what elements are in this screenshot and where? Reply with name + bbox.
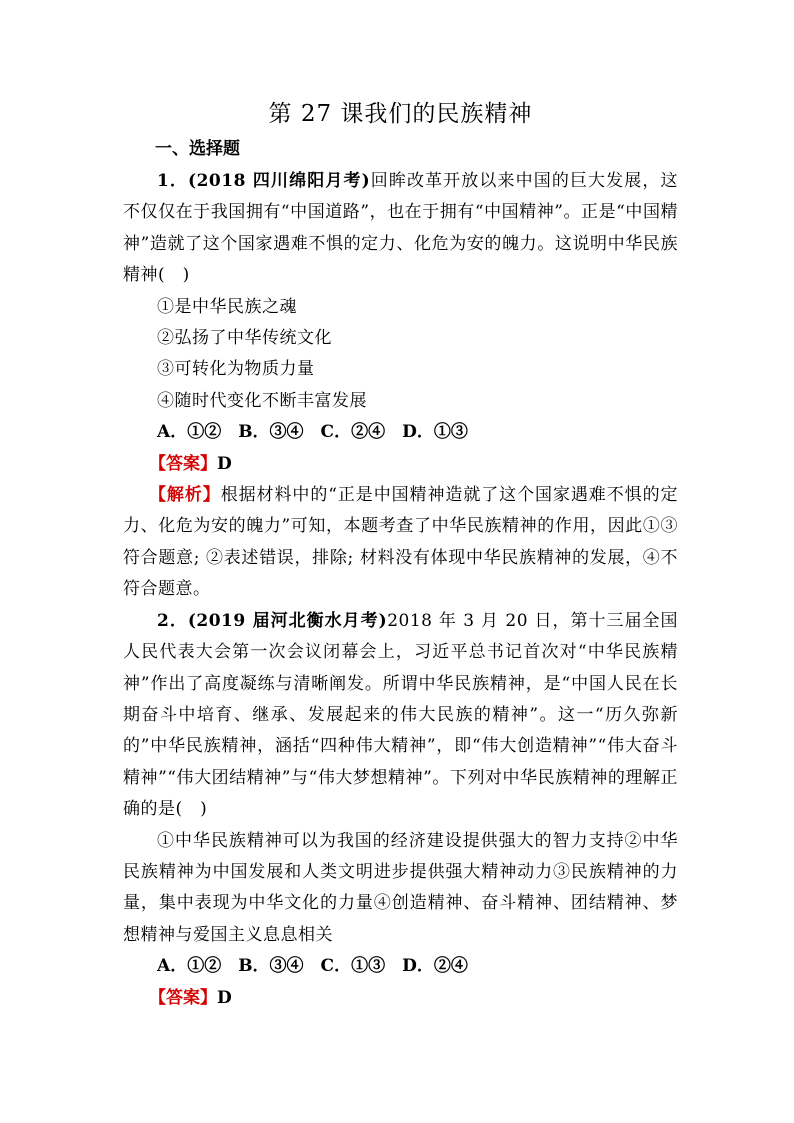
document-page xyxy=(123,98,678,1014)
question-1-number: 1． xyxy=(157,171,189,191)
question-2-source: (2019 届河北衡水月考) xyxy=(187,610,388,631)
question-2-number: 2． xyxy=(157,610,188,631)
answer-value: D xyxy=(217,987,232,1008)
question-1 xyxy=(123,166,678,606)
question-1-option-3: ③可转化为物质力量 xyxy=(157,359,315,380)
answer-value: D xyxy=(217,453,232,474)
question-1-analysis xyxy=(123,480,678,606)
question-1-answer xyxy=(149,449,678,480)
question-2-answer xyxy=(149,983,678,1014)
question-1-option-2: ②弘扬了中华传统文化 xyxy=(157,328,332,349)
question-1-stem-text: 回眸改革开放以来中国的巨大发展，这不仅仅在于我国拥有“中国道路”，也在于拥有“中国精神”。正是“中国精神”造就了这个国家遇难不惧的定力、化危为安的魄力。这说明中华民族精神( ) xyxy=(123,171,678,286)
question-1-source: (2018 四川绵阳月考) xyxy=(188,171,371,191)
section-heading: 一、选择题 xyxy=(155,139,240,159)
question-2-stem xyxy=(123,606,678,826)
question-1-option-1: ①是中华民族之魂 xyxy=(157,296,297,317)
answer-label: 【答案】 xyxy=(149,987,217,1008)
analysis-text: 根据材料中的“正是中国精神造就了这个国家遇难不惧的定力、化危为安的魄力”可知，本题考查了中华民族精神的作用，因此①③符合题意; ②表述错误，排除; 材料没有体现中华民族精神的发展，④不符合题意。 xyxy=(123,485,678,600)
answer-label: 【答案】 xyxy=(149,453,217,474)
question-1-option-4: ④随时代变化不断丰富发展 xyxy=(157,390,367,411)
question-2-choices: A．①② B．③④ C．①③ D．②④ xyxy=(157,956,468,977)
question-2-options: ①中华民族精神可以为我国的经济建设提供强大的智力支持②中华民族精神为中国发展和人类文明进步提供强大精神动力③民族精神的力量，集中表现为中华文化的力量④创造精神、奋斗精神、团结精神、梦想精神与爱国主义息息相关 xyxy=(123,830,678,945)
analysis-label: 【解析】 xyxy=(149,485,221,506)
question-1-choices: A．①② B．③④ C．②④ D．①③ xyxy=(157,422,468,443)
page-title: 第 27 课我们的民族精神 xyxy=(268,101,533,127)
question-2-stem-text: 2018 年 3 月 20 日，第十三届全国人民代表大会第一次会议闭幕会上，习近平总书记首次对“中华民族精神”作出了高度凝练与清晰阐发。所谓中华民族精神，是“中国人民在长期奋斗中培育、继承、发展起来的伟大民族的精神”。这一“历久弥新的”中华民族精神，涵括“四种伟大精神”，即“伟大创造精神”“伟大奋斗精神”“伟大团结精神”与“伟大梦想精神”。下列对中华民族精神的理解正确的是( ) xyxy=(123,610,678,820)
question-1-stem xyxy=(123,166,678,292)
question-2 xyxy=(123,606,678,1014)
